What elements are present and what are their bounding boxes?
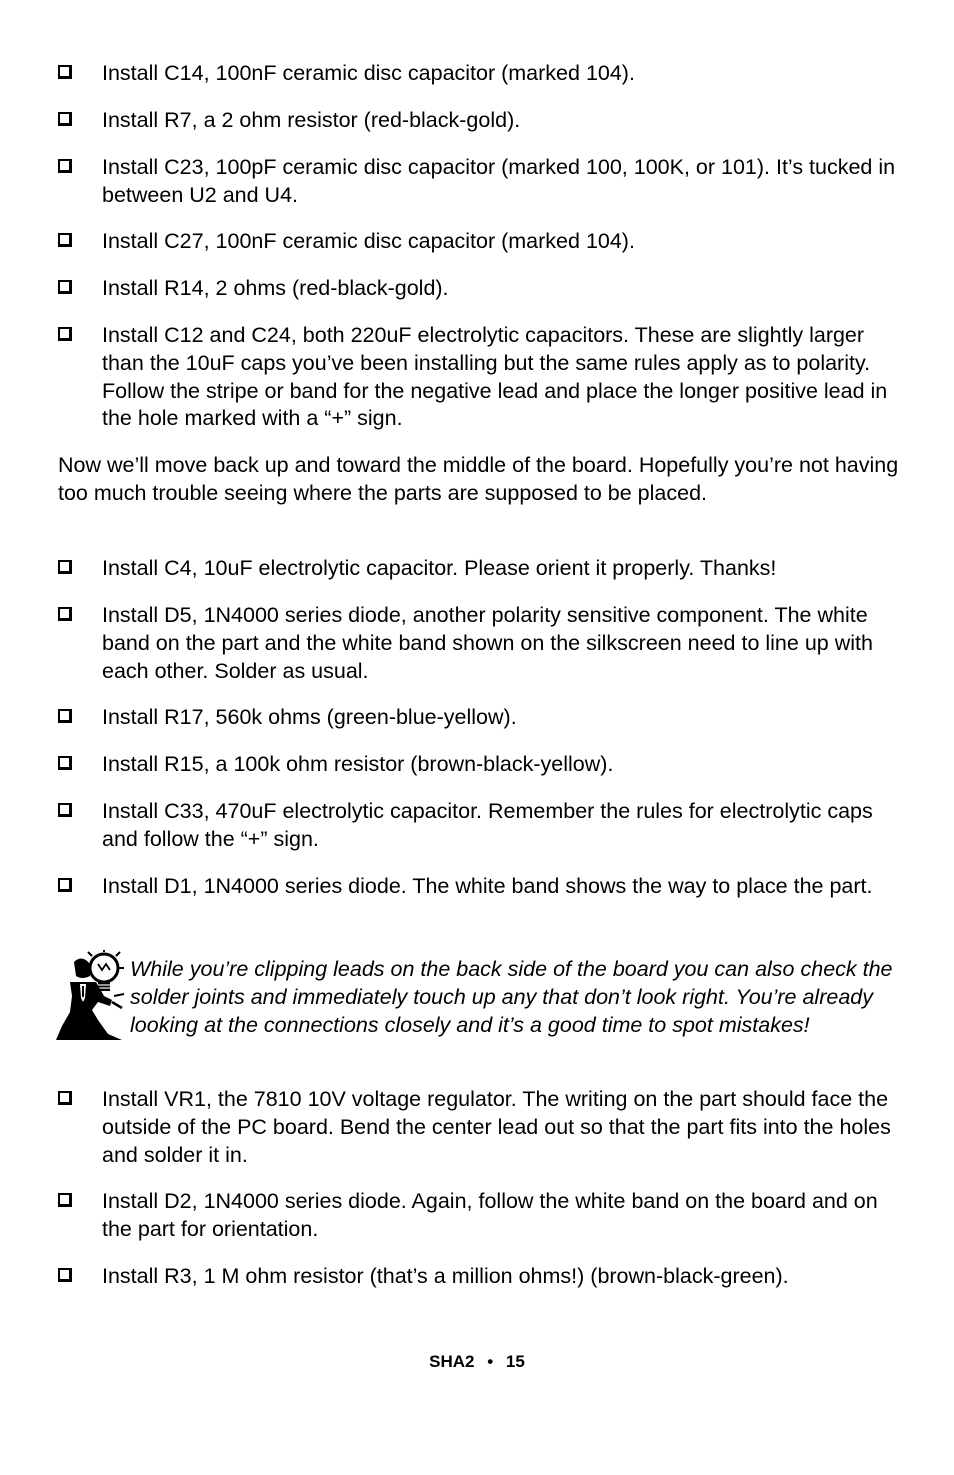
checklist-item <box>58 798 908 854</box>
checklist-item-text: Install D1, 1N4000 series diode. The white band shows the way to place the part. <box>102 874 873 898</box>
checkbox-icon[interactable] <box>58 709 72 723</box>
checklist-item-text: Install C27, 100nF ceramic disc capacitor (marked 104). <box>102 229 635 253</box>
checklist-item <box>58 751 908 779</box>
checkbox-icon[interactable] <box>58 756 72 770</box>
checkbox-icon[interactable] <box>58 803 72 817</box>
checklist-item <box>58 154 908 210</box>
checkbox-icon[interactable] <box>58 159 72 173</box>
checkbox-icon[interactable] <box>58 233 72 247</box>
checkbox-icon[interactable] <box>58 65 72 79</box>
checklist-item-text: Install R3, 1 M ohm resistor (that’s a million ohms!) (brown-black-green). <box>102 1264 789 1288</box>
checkbox-icon[interactable] <box>58 1091 72 1105</box>
footer-doc-name: SHA2 <box>429 1352 475 1371</box>
checklist-item <box>58 60 908 88</box>
checklist-item <box>58 1188 908 1244</box>
checkbox-icon[interactable] <box>58 280 72 294</box>
checklist-item-text: Install C12 and C24, both 220uF electrolytic capacitors. These are slightly larger than the 10uF caps you’ve been installing but the same rules apply as to polarity. Follow the stripe or band for the negative lead and place the longer positive lead in the hole marked with a “+” sign. <box>102 323 888 431</box>
checkbox-icon[interactable] <box>58 560 72 574</box>
checklist-item <box>58 107 908 135</box>
tip-box <box>52 950 912 1070</box>
checkbox-icon[interactable] <box>58 878 72 892</box>
checkbox-icon[interactable] <box>58 1268 72 1282</box>
checklist-item <box>58 602 908 685</box>
checklist-item-text: Install C14, 100nF ceramic disc capacitor (marked 104). <box>102 61 635 85</box>
checklist-item-text: Install R7, a 2 ohm resistor (red-black-gold). <box>102 108 521 132</box>
tip-text: While you’re clipping leads on the back side of the board you can also check the solder joints and immediately touch up any that don’t look right. You’re already looking at the connections closely and it’s a good time to spot mistakes! <box>130 957 893 1037</box>
checklist-item <box>58 228 908 256</box>
lightbulb-person-icon <box>52 950 126 1042</box>
checklist-item-text: Install R15, a 100k ohm resistor (brown-black-yellow). <box>102 752 614 776</box>
checklist-item <box>58 873 908 901</box>
checklist-item-text: Install R14, 2 ohms (red-black-gold). <box>102 276 449 300</box>
checklist-item <box>58 275 908 303</box>
body-paragraph: Now we’ll move back up and toward the middle of the board. Hopefully you’re not having too much trouble seeing where the parts are supposed to be placed. <box>58 453 899 505</box>
checkbox-icon[interactable] <box>58 327 72 341</box>
checklist-item <box>58 1086 908 1169</box>
checklist-item-text: Install C4, 10uF electrolytic capacitor. Please orient it properly. Thanks! <box>102 556 777 580</box>
checklist-item-text: Install C23, 100pF ceramic disc capacitor (marked 100, 100K, or 101). It’s tucked in between U2 and U4. <box>102 155 896 207</box>
page-footer <box>0 1352 954 1372</box>
checklist-item-text: Install C33, 470uF electrolytic capacitor. Remember the rules for electrolytic caps and follow the “+” sign. <box>102 799 873 851</box>
checkbox-icon[interactable] <box>58 607 72 621</box>
page-number: 15 <box>505 1352 525 1371</box>
checklist-item <box>58 322 908 433</box>
checklist-item-text: Install D2, 1N4000 series diode. Again, follow the white band on the board and on the part for orientation. <box>102 1189 878 1241</box>
checklist-item-text: Install D5, 1N4000 series diode, another polarity sensitive component. The white band on the part and the white band shown on the silkscreen need to line up with each other. Solder as usual. <box>102 603 873 683</box>
checklist-item-text: Install VR1, the 7810 10V voltage regulator. The writing on the part should face the outside of the PC board. Bend the center lead out so that the part fits into the holes and solder it in. <box>102 1087 891 1167</box>
checkbox-icon[interactable] <box>58 112 72 126</box>
checklist-item <box>58 555 908 583</box>
checkbox-icon[interactable] <box>58 1193 72 1207</box>
checklist-item-text: Install R17, 560k ohms (green-blue-yellow). <box>102 705 517 729</box>
checklist-item <box>58 1263 908 1291</box>
footer-bullet: • <box>487 1352 494 1371</box>
checklist-item <box>58 704 908 732</box>
